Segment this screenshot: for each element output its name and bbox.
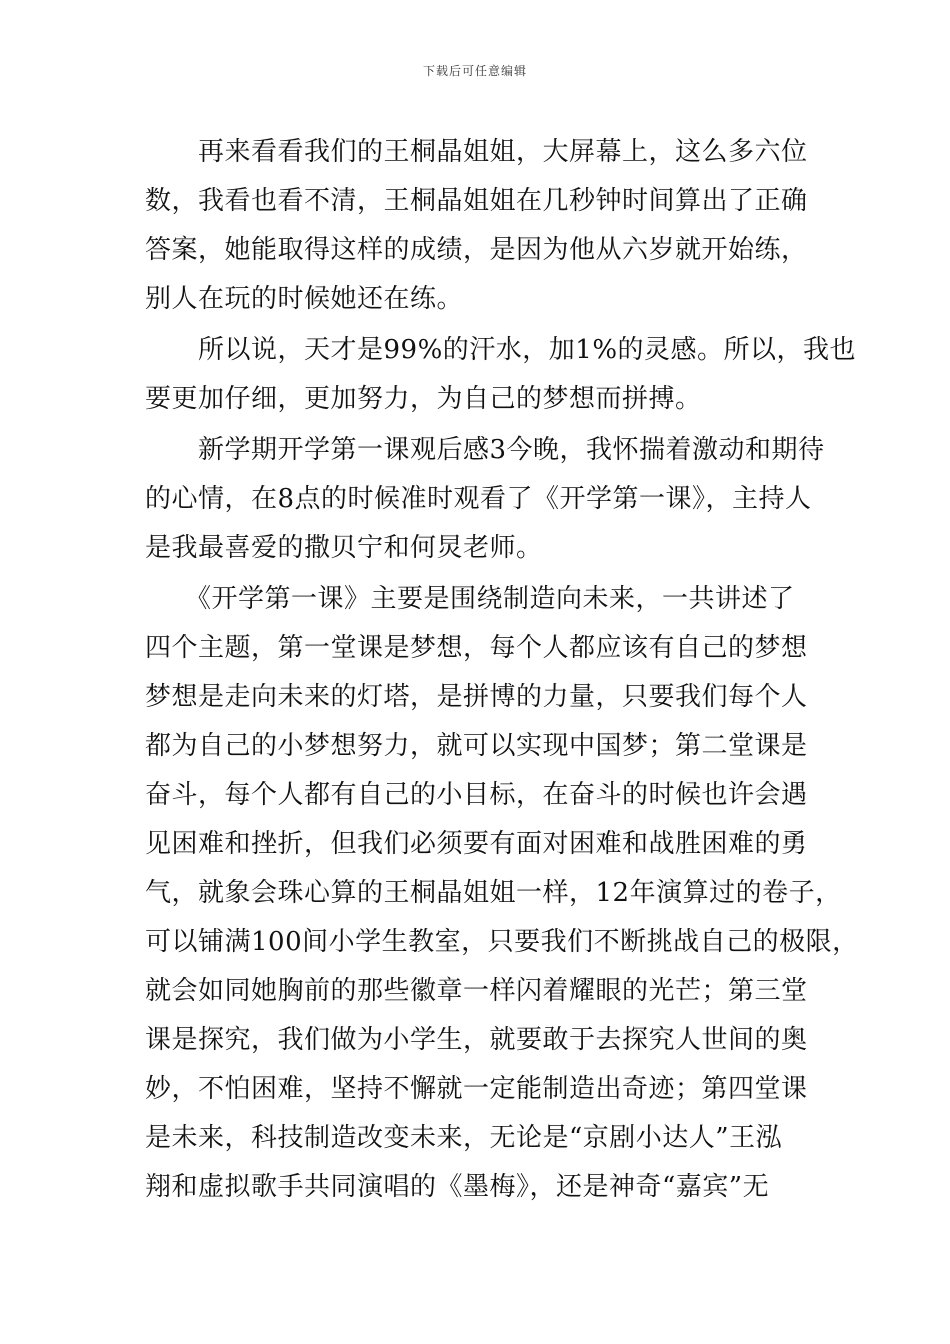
text-line: 别人在玩的时候她还在练。 [145,284,464,314]
document-body [145,128,859,1212]
text-line: 要更加仔细，更加努力，为自己的梦想而拼搏。 [145,384,702,414]
paragraph [145,128,825,324]
page-header: 下载后可任意编辑 [422,64,527,78]
text-line: 是未来，科技制造改变未来，无论是“京剧小达人”王泓 [145,1123,783,1153]
text-line: 答案，她能取得这样的成绩，是因为他从六岁就开始练， [145,235,808,265]
text-line: 《开学第一课》主要是围绕制造向未来，一共讲述了 [145,584,795,614]
paragraph [145,326,857,424]
text-line: 数，我看也看不清，王桐晶姐姐在几秒钟时间算出了正确 [145,186,808,216]
paragraph [145,426,825,573]
text-line: 梦想是走向未来的灯塔，是拼博的力量，只要我们每个人 [145,682,808,712]
text-line: 可以铺满100间小学生教室，只要我们不断挑战自己的极限， [145,927,859,957]
text-line: 四个主题，第一堂课是梦想，每个人都应该有自己的梦想 [145,633,808,663]
text-line: 是我最喜爱的撒贝宁和何炅老师。 [145,533,543,563]
text-line: 再来看看我们的王桐晶姐姐，大屏幕上，这么多六位 [145,137,808,167]
text-line: 都为自己的小梦想努力，就可以实现中国梦；第二堂课是 [145,731,808,761]
text-line: 奋斗，每个人都有自己的小目标，在奋斗的时候也许会遇 [145,780,808,810]
text-line: 所以说，天才是99%的汗水，加1%的灵感。所以，我也 [145,335,857,365]
text-line: 的心情，在8点的时候准时观看了《开学第一课》，主持人 [145,484,812,514]
text-line: 课是探究，我们做为小学生，就要敢于去探究人世间的奥 [145,1025,808,1055]
text-line: 气，就象会珠心算的王桐晶姐姐一样，12年演算过的卷子， [145,878,842,908]
text-line: 见困难和挫折，但我们必须要有面对困难和战胜困难的勇 [145,829,808,859]
text-line: 就会如同她胸前的那些徽章一样闪着耀眼的光芒；第三堂 [145,976,808,1006]
text-line: 翔和虚拟歌手共同演唱的《墨梅》，还是神奇“嘉宾”无 [145,1172,770,1202]
text-line: 新学期开学第一课观后感3今晚，我怀揣着激动和期待 [145,435,825,465]
text-line: 妙，不怕困难，坚持不懈就一定能制造出奇迹；第四堂课 [145,1074,808,1104]
paragraph [145,575,859,1212]
